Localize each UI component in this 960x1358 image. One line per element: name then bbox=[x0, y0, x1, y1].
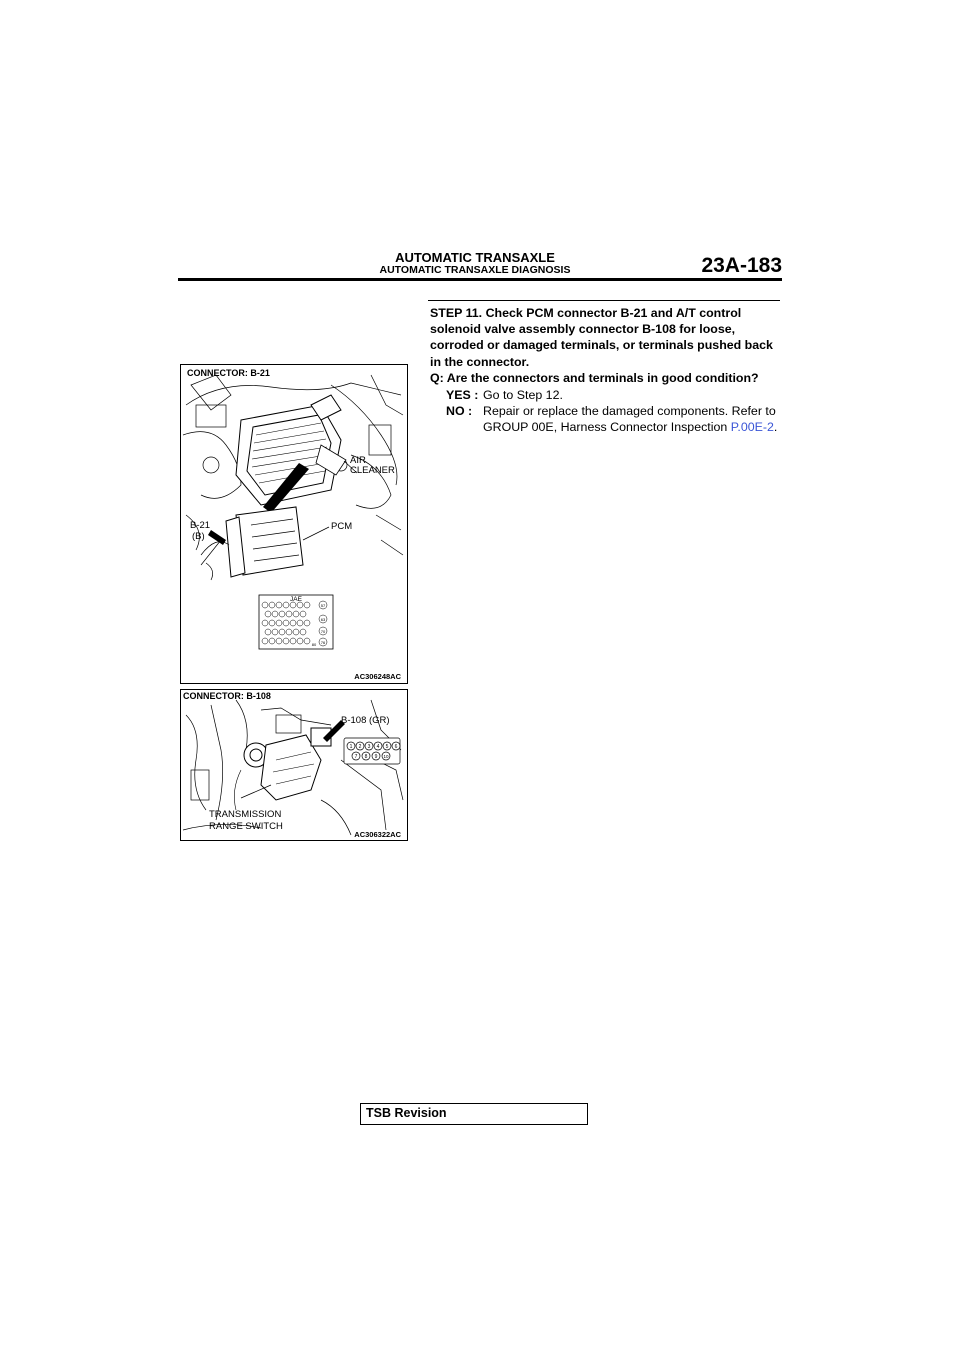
figure-b108-drawing bbox=[181, 690, 407, 840]
no-answer-text: Repair or replace the damaged components. Refer to GROUP 00E, Harness Connector Inspection bbox=[483, 404, 776, 434]
figure-b21-code: AC306248AC bbox=[354, 672, 401, 681]
figure-b108-code: AC306322AC bbox=[354, 830, 401, 839]
pin-label-80: 80 bbox=[311, 642, 317, 647]
figure-connector-b108 bbox=[180, 689, 408, 841]
label-pcm: PCM bbox=[331, 521, 353, 532]
pin-label-8: 8 bbox=[364, 754, 368, 760]
pin-label-57: 57 bbox=[320, 603, 326, 608]
label-b108: B-108 (GR) bbox=[341, 715, 390, 726]
pin-label-5: 5 bbox=[385, 744, 389, 750]
pin-label-6: 6 bbox=[394, 744, 398, 750]
figure-b108-title: CONNECTOR: B-108 bbox=[183, 691, 271, 701]
tsb-revision-label: TSB Revision bbox=[366, 1106, 447, 1120]
connector-label-jae: JAE bbox=[290, 596, 302, 603]
pin-label-1: 1 bbox=[349, 744, 353, 750]
label-air-cleaner-2: CLEANER bbox=[350, 465, 395, 476]
yes-answer: Go to Step 12. bbox=[483, 388, 563, 402]
step-question: Q: Are the connectors and terminals in good condition? bbox=[430, 371, 759, 385]
figure-connector-b21 bbox=[180, 364, 408, 684]
pin-label-10: 10 bbox=[383, 754, 389, 759]
yes-label: YES : bbox=[446, 388, 479, 402]
label-b21-color: (B) bbox=[192, 531, 205, 542]
label-air-cleaner-1: AIR bbox=[350, 455, 366, 466]
pin-label-7: 7 bbox=[354, 754, 358, 760]
step-rule bbox=[428, 300, 780, 301]
pin-label-9: 9 bbox=[374, 754, 378, 760]
pin-label-76: 76 bbox=[320, 640, 326, 645]
pin-label-4: 4 bbox=[376, 744, 380, 750]
page-number: 23A-183 bbox=[701, 254, 782, 277]
step-heading: STEP 11. Check PCM connector B-21 and A/T control solenoid valve assembly connector B-108 for loose, corroded or damaged terminals, or terminals pushed back in the connector. bbox=[430, 306, 773, 369]
pin-label-3: 3 bbox=[367, 744, 371, 750]
figure-b21-drawing bbox=[181, 365, 407, 683]
header-rule bbox=[178, 278, 782, 281]
pin-label-63: 63 bbox=[320, 617, 326, 622]
reference-link[interactable]: P.00E-2 bbox=[730, 420, 774, 434]
section-title: AUTOMATIC TRANSAXLE bbox=[395, 250, 555, 265]
label-trs-1: TRANSMISSION bbox=[209, 809, 282, 820]
no-label: NO : bbox=[446, 404, 473, 418]
no-answer-end: . bbox=[773, 420, 778, 434]
figure-b21-title: CONNECTOR: B-21 bbox=[187, 368, 270, 378]
no-answer bbox=[483, 403, 781, 435]
section-subtitle: AUTOMATIC TRANSAXLE DIAGNOSIS bbox=[379, 264, 571, 276]
pin-label-2: 2 bbox=[358, 744, 362, 750]
label-trs-2: RANGE SWITCH bbox=[209, 821, 283, 832]
pin-label-70: 70 bbox=[320, 629, 326, 634]
label-b21: B-21 bbox=[190, 520, 211, 531]
